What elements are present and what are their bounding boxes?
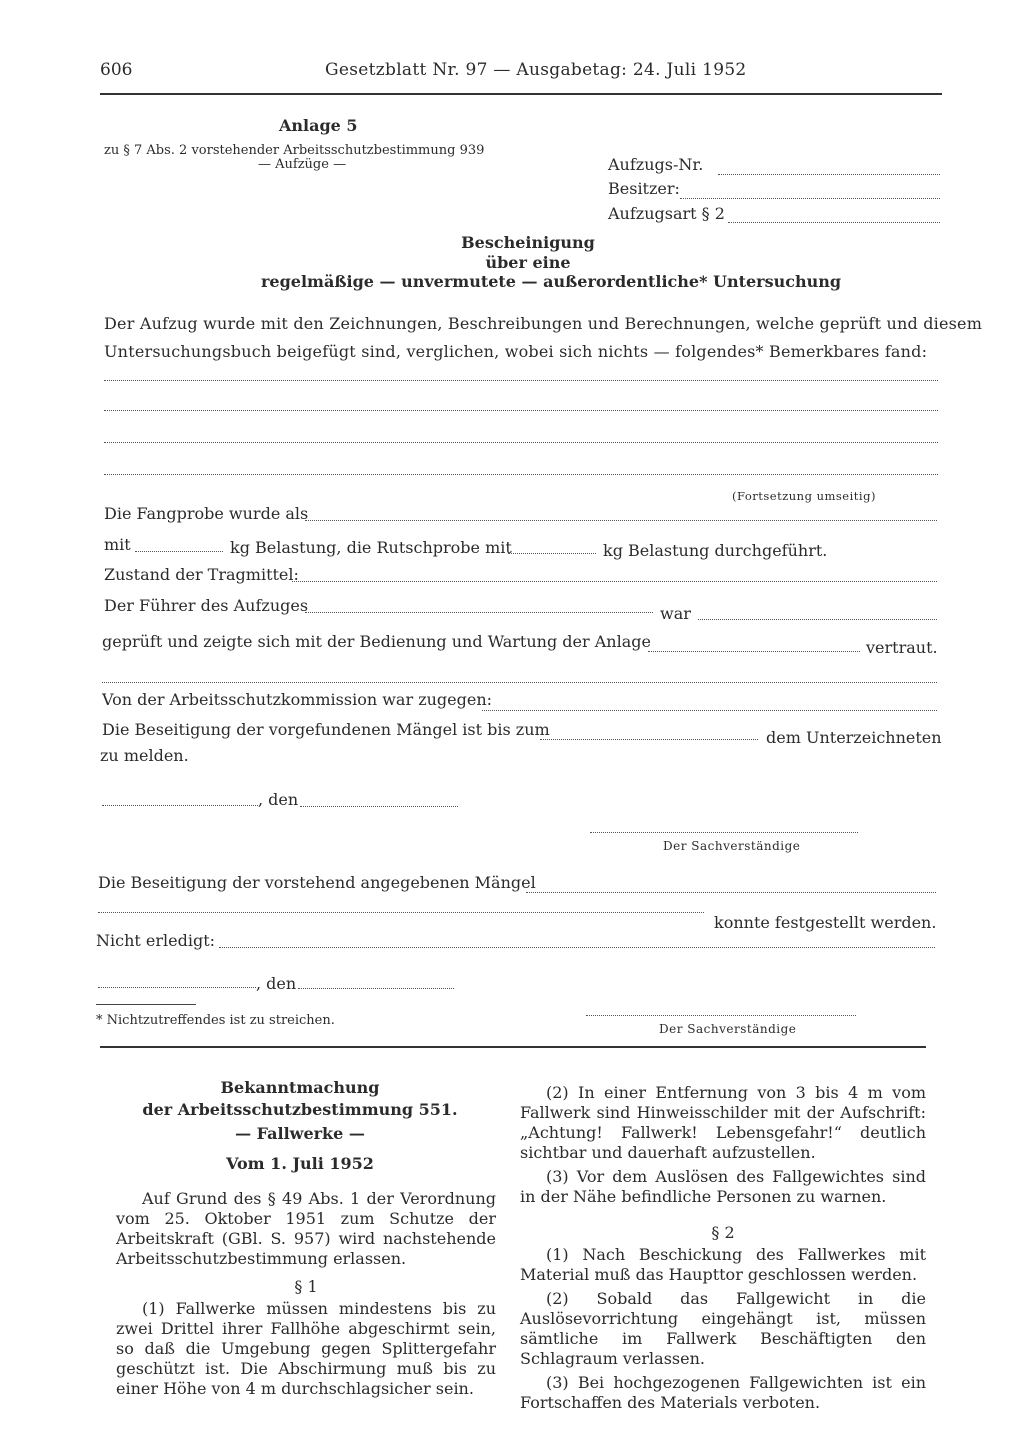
section-1-paragraph-3: (3) Vor dem Auslösen des Fallgewichtes sind in der Nähe befindliche Personen zu warnen. xyxy=(520,1167,926,1206)
page-number: 606 xyxy=(100,60,133,80)
den-label-1: , den xyxy=(258,790,299,809)
date-field-2[interactable] xyxy=(298,988,454,989)
section-2-paragraph-1: (1) Nach Beschickung des Fallwerkes mit Material muß das Haupttor geschlossen werden. xyxy=(520,1245,926,1284)
rutschprobe-kg-field[interactable] xyxy=(508,553,596,554)
remarks-line-2[interactable] xyxy=(104,410,938,411)
header-rule xyxy=(100,93,942,95)
certificate-subtitle: über eine xyxy=(485,253,571,272)
war-label: war xyxy=(660,604,691,623)
nicht-erledigt-label: Nicht erledigt: xyxy=(96,931,216,950)
den-label-2: , den xyxy=(256,974,297,993)
fangprobe-field[interactable] xyxy=(305,520,937,521)
aufzugsart-label: Aufzugsart § 2 xyxy=(608,204,725,223)
anlage-title: Anlage 5 xyxy=(279,116,358,135)
continuation-note: (Fortsetzung umseitig) xyxy=(732,489,876,503)
page-header-title: Gesetzblatt Nr. 97 — Ausgabetag: 24. Juli 1952 xyxy=(325,60,747,80)
fangprobe-kg-field[interactable] xyxy=(135,551,223,552)
fuehrer-status-field[interactable] xyxy=(698,619,937,620)
festgestellt-label: konnte festgestellt werden. xyxy=(714,913,937,932)
wartung-label: geprüft und zeigte sich mit der Bedienung und Wartung der Anlage xyxy=(102,632,651,651)
tragmittel-label: Zustand der Tragmittel: xyxy=(104,565,299,584)
certificate-paragraph-line-2: Untersuchungsbuch beigefügt sind, verglichen, wobei sich nichts — folgendes* Bemerkbares fand: xyxy=(104,342,928,361)
date-field-1[interactable] xyxy=(300,806,458,807)
announcement-right-column xyxy=(520,1083,926,1413)
aufzugs-nr-label: Aufzugs-Nr. xyxy=(608,155,704,174)
beseitigung-deadline-label: Die Beseitigung der vorgefundenen Mängel ist bis zum xyxy=(102,720,550,739)
beseitigung-confirm-field[interactable] xyxy=(526,892,936,893)
signature-line-2[interactable] xyxy=(586,1015,856,1016)
fuehrer-label: Der Führer des Aufzuges xyxy=(104,596,309,615)
mit-label: mit xyxy=(104,535,131,554)
beseitigung-deadline-field[interactable] xyxy=(540,739,758,740)
zu-melden-label: zu melden. xyxy=(100,746,189,765)
fuehrer-name-field[interactable] xyxy=(305,612,653,613)
aufzugsart-field[interactable] xyxy=(728,222,940,223)
announcement-intro: Auf Grund des § 49 Abs. 1 der Verordnung vom 25. Oktober 1951 zum Schutze der Arbeitskraft (GBl. S. 957) wird nachstehende Arbeitsschutzbestimmung erlassen. xyxy=(116,1189,496,1268)
besitzer-label: Besitzer: xyxy=(608,179,680,198)
place-field-2[interactable] xyxy=(98,987,256,988)
kommission-label: Von der Arbeitsschutzkommission war zugegen: xyxy=(102,690,493,709)
section-1-heading: § 1 xyxy=(294,1277,318,1296)
rutschprobe-label: kg Belastung, die Rutschprobe mit xyxy=(230,538,512,557)
signature-line-1[interactable] xyxy=(590,832,858,833)
signature-label-2: Der Sachverständige xyxy=(659,1022,797,1036)
vertraut-label: vertraut. xyxy=(866,638,938,657)
remarks-line-3[interactable] xyxy=(104,442,938,443)
durchgefuehrt-label: kg Belastung durchgeführt. xyxy=(603,541,828,560)
kommission-field[interactable] xyxy=(482,710,937,711)
announcement-left-column xyxy=(116,1189,496,1399)
section-1-paragraph-2: (2) In einer Entfernung von 3 bis 4 m vom Fallwerk sind Hinweisschilder mit der Aufschrift: „Achtung! Fallwerk! Lebensgefahr!“ deutlich sichtbar und dauerhaft aufzustellen. xyxy=(520,1083,926,1162)
fangprobe-label: Die Fangprobe wurde als xyxy=(104,504,309,523)
wartung-field[interactable] xyxy=(648,651,860,652)
announcement-title: Bekanntmachung xyxy=(220,1078,380,1097)
announcement-date: Vom 1. Juli 1952 xyxy=(226,1154,374,1173)
wartung-extra-line[interactable] xyxy=(102,682,937,683)
signature-label-1: Der Sachverständige xyxy=(663,839,801,853)
certificate-paragraph-line-1: Der Aufzug wurde mit den Zeichnungen, Beschreibungen und Berechnungen, welche geprüft und diesem xyxy=(104,314,983,333)
unterzeichneten-label: dem Unterzeichneten xyxy=(766,728,942,747)
anlage-reference: zu § 7 Abs. 2 vorstehender Arbeitsschutzbestimmung 939 xyxy=(104,143,485,158)
section-rule xyxy=(100,1046,926,1048)
certificate-type: regelmäßige — unvermutete — außerordentliche* Untersuchung xyxy=(261,272,842,291)
footnote: * Nichtzutreffendes ist zu streichen. xyxy=(96,1013,335,1028)
section-1-paragraph-1: (1) Fallwerke müssen mindestens bis zu zwei Drittel ihrer Fallhöhe abgeschirmt sein, so daß die Umgebung gegen Splittergefahr geschützt ist. Die Abschirmung muß bis zu einer Höhe von 4 m durchschlagsicher sein. xyxy=(116,1299,496,1398)
besitzer-field[interactable] xyxy=(680,198,940,199)
announcement-subtitle: der Arbeitsschutzbestimmung 551. xyxy=(142,1100,458,1119)
section-2-paragraph-3: (3) Bei hochgezogenen Fallgewichten ist ein Fortschaffen des Materials verboten. xyxy=(520,1373,926,1412)
aufzugs-nr-field[interactable] xyxy=(718,174,940,175)
anlage-subject: — Aufzüge — xyxy=(258,157,347,172)
place-field-1[interactable] xyxy=(102,805,258,806)
section-2-heading: § 2 xyxy=(711,1223,735,1242)
announcement-topic: — Fallwerke — xyxy=(235,1124,365,1143)
nicht-erledigt-field[interactable] xyxy=(219,947,935,948)
beseitigung-confirm-field-2[interactable] xyxy=(98,912,704,913)
section-2-paragraph-2: (2) Sobald das Fallgewicht in die Auslösevorrichtung eingehängt ist, müssen sämtliche im Fallwerk Beschäftigten den Schlagraum verlassen. xyxy=(520,1289,926,1368)
remarks-line-1[interactable] xyxy=(104,380,938,381)
tragmittel-field[interactable] xyxy=(292,581,937,582)
certificate-title: Bescheinigung xyxy=(461,233,595,252)
remarks-line-4[interactable] xyxy=(104,474,938,475)
beseitigung-confirm-label: Die Beseitigung der vorstehend angegebenen Mängel xyxy=(98,873,536,892)
footnote-rule xyxy=(96,1004,196,1005)
